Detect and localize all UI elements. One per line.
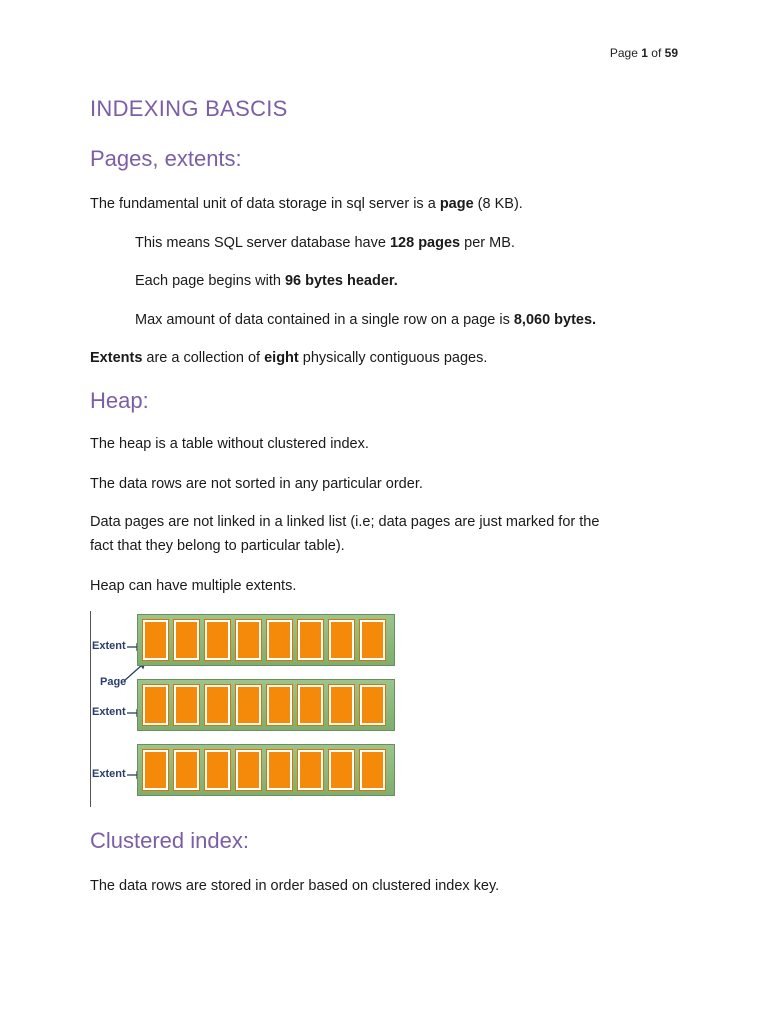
heap-extents-figure (90, 611, 396, 807)
page-block (298, 750, 323, 790)
heading-pages-extents: Pages, extents: (90, 146, 242, 171)
page-block (174, 685, 199, 725)
label-page: Page (100, 676, 127, 688)
page-block (329, 750, 354, 790)
page-block (360, 620, 385, 660)
page-block (267, 620, 292, 660)
page-total: 59 (664, 46, 678, 60)
page-block (298, 620, 323, 660)
page-block (174, 750, 199, 790)
page-current: 1 (641, 46, 648, 60)
page-block (267, 750, 292, 790)
page-block (360, 750, 385, 790)
paragraph-header-bytes: Each page begins with 96 bytes header. (135, 273, 398, 289)
paragraph-page-unit: The fundamental unit of data storage in sql server is a page (8 KB). (90, 196, 523, 212)
paragraph-128-pages: This means SQL server database have 128 pages per MB. (135, 235, 515, 251)
paragraph-clustered-def: The data rows are stored in order based on clustered index key. (90, 878, 500, 894)
paragraph-heap-def: The heap is a table without clustered index. (90, 436, 369, 452)
heading-heap: Heap: (90, 388, 149, 413)
page-block (205, 685, 230, 725)
page-block (267, 685, 292, 725)
page-block (236, 750, 261, 790)
paragraph-extents: Extents are a collection of eight physically contiguous pages. (90, 350, 488, 366)
page-number (610, 46, 678, 60)
page-block (236, 620, 261, 660)
page-block (174, 620, 199, 660)
page-of: of (651, 46, 662, 60)
paragraph-heap-unsorted: The data rows are not sorted in any particular order. (90, 476, 423, 492)
page-block (143, 685, 168, 725)
heading-clustered-index: Clustered index: (90, 828, 249, 853)
extent-row-1 (137, 614, 395, 666)
page-block (298, 685, 323, 725)
page-block (143, 750, 168, 790)
page-block (143, 620, 168, 660)
page-block (329, 685, 354, 725)
label-extent-3: Extent (92, 768, 126, 780)
paragraph-heap-extents: Heap can have multiple extents. (90, 578, 297, 594)
page-block (360, 685, 385, 725)
page-block (236, 685, 261, 725)
paragraph-heap-linked: Data pages are not linked in a linked list (i.e; data pages are just marked for the fact that they belong to particular table). (90, 514, 600, 554)
page-prefix: Page (609, 46, 638, 60)
page-block (205, 750, 230, 790)
extent-row-3 (137, 744, 395, 796)
paragraph-max-row: Max amount of data contained in a single row on a page is 8,060 bytes. (135, 312, 597, 328)
extent-row-2 (137, 679, 395, 731)
page-block (205, 620, 230, 660)
document-title: INDEXING BASCIS (90, 96, 288, 121)
page-block (329, 620, 354, 660)
label-extent-1: Extent (92, 640, 126, 652)
label-extent-2: Extent (92, 706, 126, 718)
